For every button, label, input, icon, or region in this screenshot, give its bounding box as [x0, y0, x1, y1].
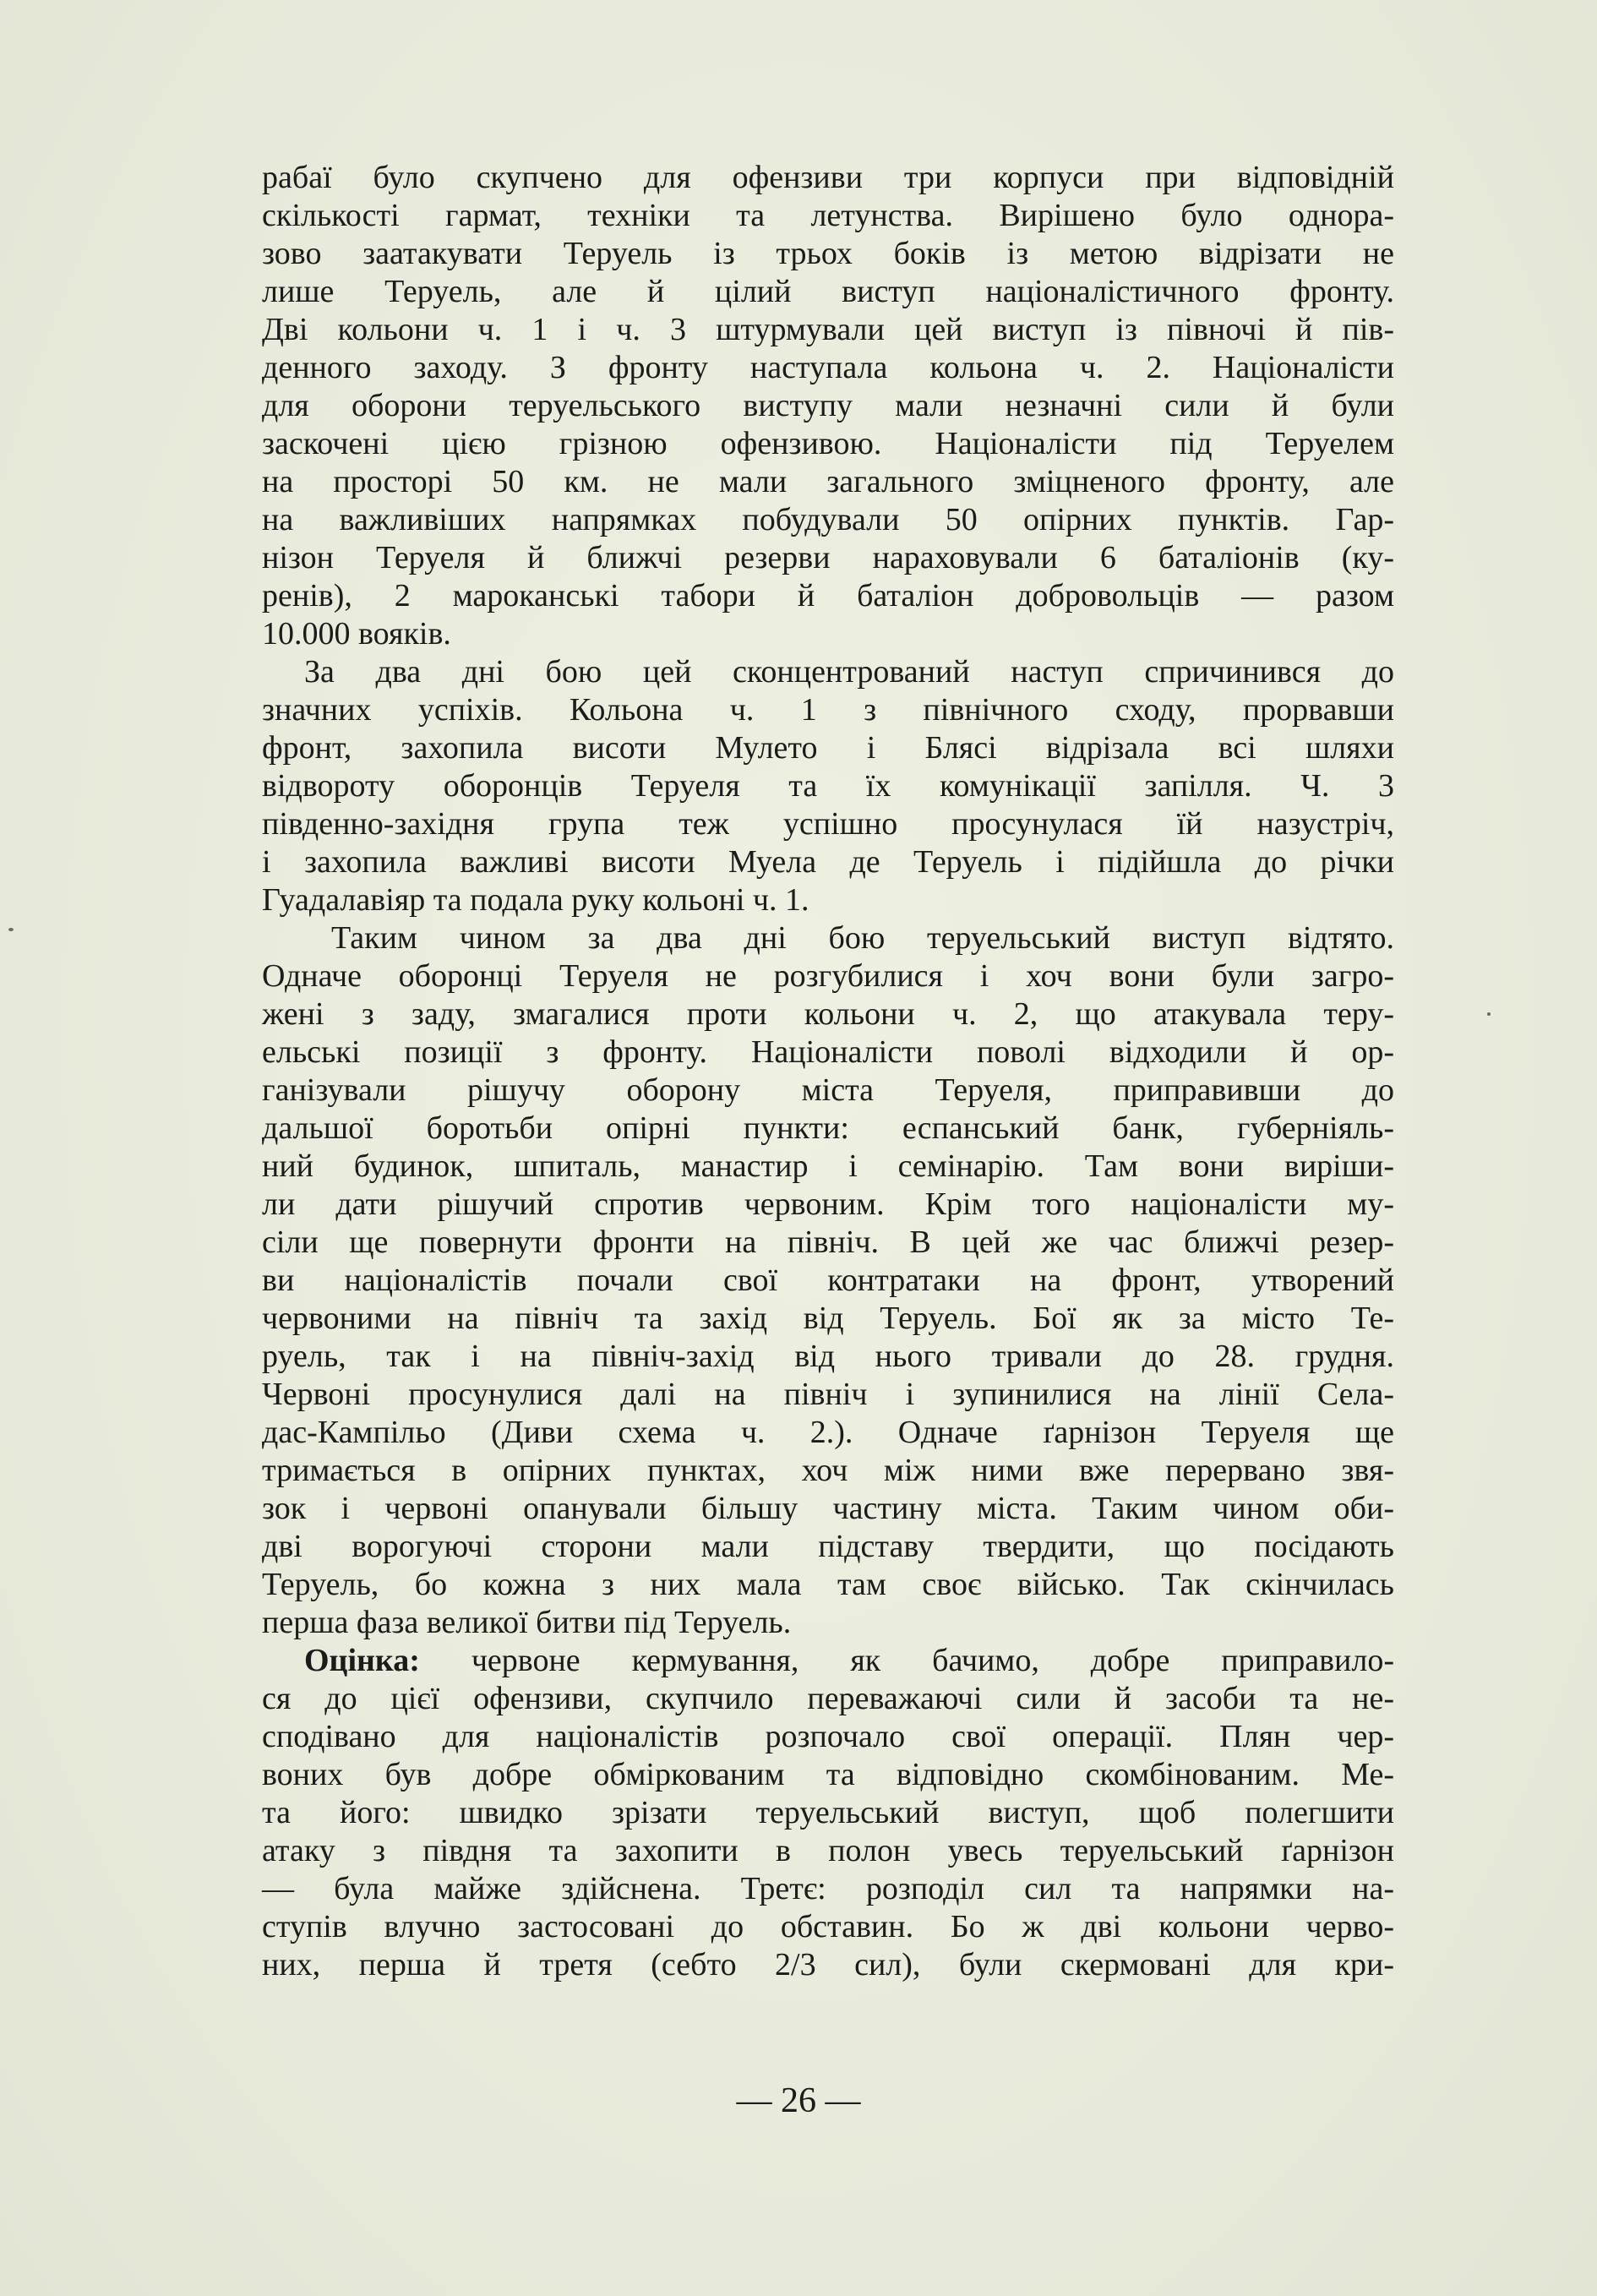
- text-line: Одначе оборонці Теруеля не розгубилися і хоч вони були загро-: [262, 958, 1394, 994]
- paragraph-3: [262, 919, 1394, 1642]
- text-line: значних успіхів. Кольона ч. 1 з північного сходу, прорвавши: [262, 692, 1394, 728]
- text-line: руель, так і на північ-захід від нього тривали до 28. грудня.: [262, 1339, 1394, 1374]
- text-line: тримається в опірних пунктах, хоч між ними вже перервано звя-: [262, 1453, 1394, 1488]
- text-line: червоними на північ та захід від Теруель. Бої як за місто Те-: [262, 1301, 1394, 1336]
- text-line: південно-західня група теж успішно просунулася їй назустріч,: [262, 806, 1394, 842]
- text-line: денного заходу. З фронту наступала кольона ч. 2. Націоналісти: [262, 350, 1394, 385]
- text-line: дас-Кампільо (Диви схема ч. 2.). Одначе ґарнізон Теруеля ще: [262, 1415, 1394, 1450]
- text-line: дальшої боротьби опірні пункти: еспанський банк, губерніяль-: [262, 1110, 1394, 1146]
- text-line: Таким чином за два дні бою теруельський виступ відтято.: [331, 920, 1394, 956]
- text-line: ренів), 2 мароканські табори й баталіон добровольців — разом: [262, 578, 1394, 614]
- text-line: ганізували рішучу оборону міста Теруеля, приправивши до: [262, 1072, 1394, 1108]
- paragraph-1: [262, 159, 1394, 653]
- text-line: фронт, захопила висоти Мулето і Блясі відрізала всі шляхи: [262, 730, 1394, 766]
- text-line: перша фаза великої битви під Теруель.: [262, 1605, 792, 1640]
- text-line: За два дні бою цей сконцентрований наступ спричинився до: [304, 654, 1394, 690]
- text-line: на важливіших напрямках побудували 50 опірних пунктів. Гар-: [262, 502, 1394, 537]
- text-line: сіли ще повернути фронти на північ. В цей же час ближчі резер-: [262, 1224, 1394, 1260]
- text-line: зок і червоні опанували більшу частину міста. Таким чином оби-: [262, 1491, 1394, 1526]
- paper-speck: [1487, 1012, 1491, 1016]
- text-line: воних був добре обміркованим та відповідно скомбінованим. Ме-: [262, 1757, 1394, 1792]
- assessment-label: Оцінка:: [304, 1643, 420, 1678]
- text-line: атаку з півдня та захопити в полон увесь теруельський ґарнізон: [262, 1833, 1394, 1868]
- text-line: ний будинок, шпиталь, манастир і семінарію. Там вони виріши-: [262, 1148, 1394, 1184]
- text-line: — була майже здійснена. Третє: розподіл сил та напрямки на-: [262, 1871, 1394, 1906]
- text-line: Гуадалавіяр та подала руку кольоні ч. 1.: [262, 882, 809, 918]
- text-line: ся до цієї офензиви, скупчило переважаючі сили й засоби та не-: [262, 1681, 1394, 1716]
- text-line: на просторі 50 км. не мали загального зміцненого фронту, але: [262, 464, 1394, 499]
- text-line: заскочені цією грізною офензивою. Націоналісти під Теруелем: [262, 426, 1394, 461]
- text-line: рабаї було скупчено для офензиви три корпуси при відповідній: [262, 160, 1394, 195]
- text-line: нізон Теруеля й ближчі резерви нараховували 6 баталіонів (ку-: [262, 540, 1394, 575]
- page-number: — 26 —: [736, 2081, 861, 2120]
- text-line: та його: швидко зрізати теруельський виступ, щоб полегшити: [262, 1795, 1394, 1830]
- text-line: 10.000 вояків.: [262, 616, 451, 652]
- paper-speck: [8, 928, 14, 931]
- text-line: лише Теруель, але й цілий виступ націоналістичного фронту.: [262, 274, 1394, 309]
- paragraph-4: [262, 1642, 1394, 1984]
- text-line: жені з заду, змагалися проти кольони ч. 2, що атакувала теру-: [262, 996, 1394, 1032]
- text-line: ви націоналістів почали свої контратаки на фронт, утворений: [262, 1263, 1394, 1298]
- assessment-first-line: червоне кермування, як бачимо, добре приправило-: [471, 1643, 1394, 1678]
- text-line: Теруель, бо кожна з них мала там своє військо. Так скінчилась: [262, 1567, 1394, 1602]
- text-line: зово заатакувати Теруель із трьох боків із метою відрізати не: [262, 236, 1394, 271]
- text-line: [262, 1642, 1394, 1680]
- text-line: ли дати рішучий спротив червоним. Крім того націоналісти му-: [262, 1186, 1394, 1222]
- text-line: ступів влучно застосовані до обставин. Бо ж дві кольони черво-: [262, 1909, 1394, 1944]
- text-line: дві ворогуючі сторони мали підставу твердити, що посідають: [262, 1529, 1394, 1564]
- text-line: Червоні просунулися далі на північ і зупинилися на лінії Села-: [262, 1377, 1394, 1412]
- text-line: відвороту оборонців Теруеля та їх комунікації запілля. Ч. 3: [262, 768, 1394, 804]
- text-line: і захопила важливі висоти Муела де Теруель і підійшла до річки: [262, 844, 1394, 880]
- text-line: скількості гармат, техніки та летунства. Вирішено було однора-: [262, 198, 1394, 233]
- body-text: [262, 159, 1394, 1984]
- text-line: сподівано для націоналістів розпочало свої операції. Плян чер-: [262, 1719, 1394, 1754]
- text-line: для оборони теруельського виступу мали незначні сили й були: [262, 388, 1394, 423]
- text-line: них, перша й третя (себто 2/3 сил), були скермовані для кри-: [262, 1947, 1394, 1982]
- text-line: ельські позиції з фронту. Націоналісти поволі відходили й ор-: [262, 1034, 1394, 1070]
- paragraph-2: [262, 653, 1394, 919]
- text-line: Дві кольони ч. 1 і ч. 3 штурмували цей виступ із півночі й пів-: [262, 312, 1394, 347]
